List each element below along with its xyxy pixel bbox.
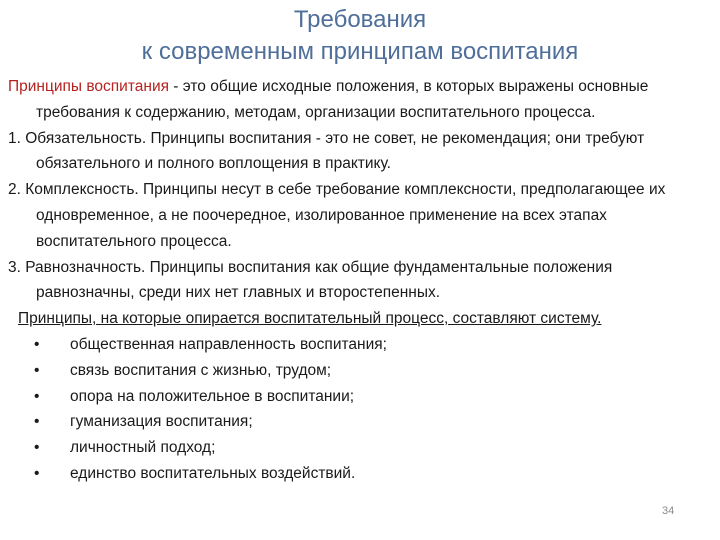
list-item-text: опора на положительное в воспитании; [70, 387, 355, 405]
bullet-icon: • [34, 335, 40, 353]
principle-equivalence: 3. Равнозначность. Принципы воспитания как общие фундаментальные положения равнозначны, среди них нет главных и второстепенных. [8, 258, 613, 302]
list-item [8, 358, 714, 384]
page-number: 34 [662, 505, 675, 517]
bullet-icon: • [34, 464, 40, 482]
list-item-text: гуманизация воспитания; [70, 413, 253, 431]
slide-title [0, 4, 720, 68]
slide-body [8, 74, 714, 487]
principle-complexity: 2. Комплексность. Принципы несут в себе требование комплексности, предполагающее их одновременное, а не поочередное, изолированное применение на всех этапах воспитательного процесса. [8, 181, 666, 250]
definition-text: - это общие исходные положения, в которых выражены основные требования к содержанию, методам, организации воспитательного процесса. [36, 78, 649, 121]
list-item [8, 435, 714, 461]
list-item [8, 384, 714, 410]
list-item-text: общественная направленность воспитания; [70, 335, 387, 353]
bullet-icon: • [34, 413, 40, 431]
definition-term: Принципы воспитания [8, 78, 169, 95]
bullet-icon: • [34, 387, 40, 405]
principle-obligatory: 1. Обязательность. Принципы воспитания - это не совет, не рекомендация; они требуют обязательного и полного воплощения в практику. [8, 129, 645, 173]
list-item [8, 461, 714, 487]
title-line-1: Требования [293, 6, 427, 33]
title-line-2: к современным принципам воспитания [141, 38, 579, 65]
list-item [8, 332, 714, 358]
list-item-text: связь воспитания с жизнью, трудом; [70, 361, 332, 379]
list-item-text: личностный подход; [70, 439, 216, 457]
principles-list [8, 332, 714, 487]
definition-paragraph [8, 74, 714, 126]
bullet-icon: • [34, 361, 40, 379]
list-item-text: единство воспитательных воздействий. [70, 464, 356, 482]
list-item [8, 409, 714, 435]
summary-line: Принципы, на которые опирается воспитательный процесс, составляют систему. [18, 310, 602, 328]
bullet-icon: • [34, 439, 40, 457]
